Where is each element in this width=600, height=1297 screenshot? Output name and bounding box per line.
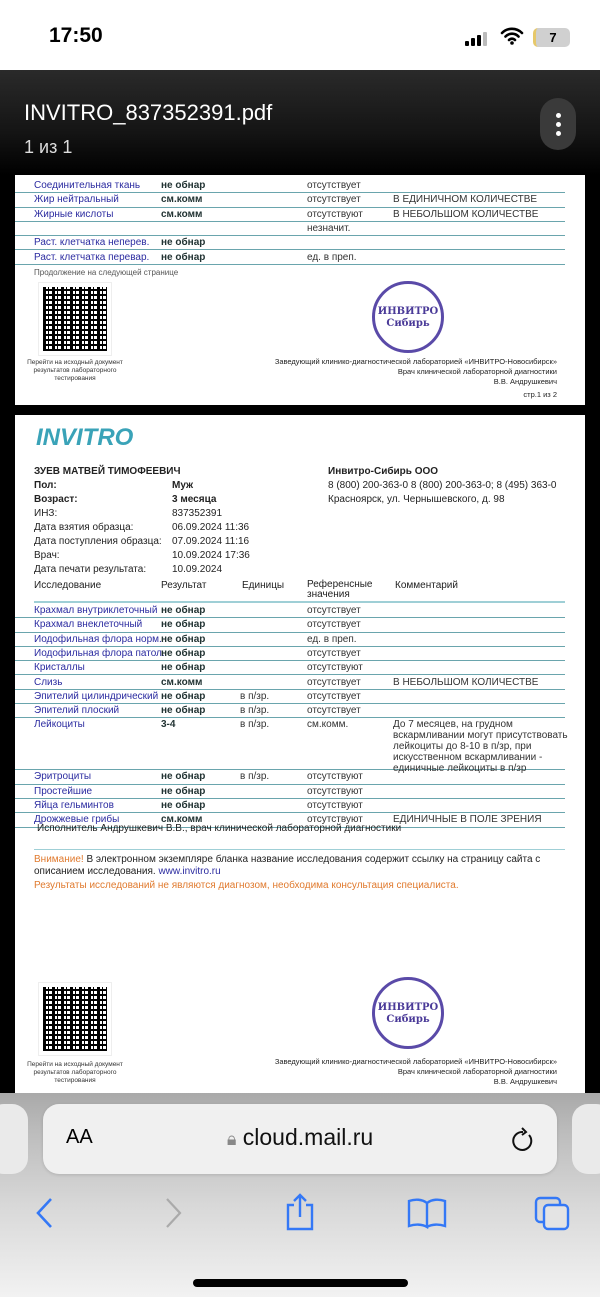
table-row xyxy=(15,236,565,250)
patient-field-value: 837352391 xyxy=(172,508,223,519)
header-reference: Референсные значения xyxy=(307,579,373,600)
reference: незначит. xyxy=(307,222,351,234)
executor: Исполнитель Андрушкевич В.В., врач клинической лабораторной диагностики xyxy=(37,823,402,834)
reference: отсутствует xyxy=(307,647,361,659)
result: не обнар xyxy=(161,180,206,191)
patient-field-label: ИНЗ: xyxy=(34,508,58,519)
patient-field-label: Возраст: xyxy=(34,494,78,505)
patient-field-value: 06.09.2024 11:36 xyxy=(172,522,250,533)
reference: отсутствует xyxy=(307,690,361,702)
patient-name: ЗУЕВ МАТВЕЙ ТИМОФЕЕВИЧ xyxy=(34,466,181,477)
result: не обнар xyxy=(161,785,206,797)
patient-field-value: Муж xyxy=(172,480,194,491)
table-row xyxy=(15,770,565,784)
warning-note xyxy=(34,854,569,878)
tabs-icon[interactable] xyxy=(534,1196,572,1232)
reference: отсутствуют xyxy=(307,771,363,783)
table-row xyxy=(15,718,568,775)
table-row xyxy=(15,222,565,236)
test-name[interactable]: Эпителий цилиндрический xyxy=(34,690,159,702)
forward-icon[interactable] xyxy=(164,1196,184,1230)
test-name[interactable]: Лейкоциты xyxy=(34,719,85,731)
table-row xyxy=(15,179,565,193)
table-row xyxy=(15,690,565,704)
page-number: стр.1 из 2 xyxy=(523,390,557,399)
signature-line: Заведующий клинико-диагностической лабораторией «ИНВИТРО-Новосибирск» xyxy=(274,357,557,366)
status-bar xyxy=(0,0,600,70)
browser-toolbar xyxy=(0,1093,600,1297)
table-row xyxy=(15,618,565,632)
comment: В ЕДИНИЧНОМ КОЛИЧЕСТВЕ xyxy=(393,194,538,206)
signature-line: Заведующий клинико-диагностической лабораторией «ИНВИТРО-Новосибирск» xyxy=(274,1057,557,1066)
header-test: Исследование xyxy=(34,580,102,591)
reference: отсутствуют xyxy=(307,814,363,826)
result: не обнар xyxy=(161,771,206,783)
reference: отсутствуют xyxy=(307,800,363,811)
qr-caption: Перейти на исходный документ результатов лабораторного тестирования xyxy=(27,1061,123,1084)
reference: отсутствуют xyxy=(307,785,363,797)
test-name[interactable]: Кристаллы xyxy=(34,662,85,674)
reference: см.комм. xyxy=(307,719,349,731)
comment: ЕДИНИЧНЫЕ В ПОЛЕ ЗРЕНИЯ xyxy=(393,814,542,826)
address-bar[interactable] xyxy=(43,1104,557,1174)
divider xyxy=(34,849,565,850)
table-row xyxy=(15,633,565,647)
result: не обнар xyxy=(161,633,206,645)
lab-name: Инвитро-Сибирь ООО xyxy=(328,466,439,477)
domain-text: cloud.mail.ru xyxy=(242,1124,374,1150)
continuation-note: Продолжение на следующей странице xyxy=(34,268,179,277)
patient-field-value: 3 месяца xyxy=(172,494,217,505)
wifi-icon xyxy=(500,27,524,45)
bookmarks-icon[interactable] xyxy=(406,1197,448,1229)
reference: отсутствует xyxy=(307,180,361,191)
file-title: INVITRO_837352391.pdf xyxy=(24,100,273,125)
test-name[interactable]: Раст. клетчатка неперев. xyxy=(34,237,150,249)
result: см.комм xyxy=(161,194,203,206)
result: см.комм xyxy=(161,676,203,688)
units: в п/зр. xyxy=(240,705,270,717)
comment: В НЕБОЛЬШОМ КОЛИЧЕСТВЕ xyxy=(393,208,539,220)
reference: отсутствуют xyxy=(307,662,363,674)
reference: отсутствует xyxy=(307,194,361,206)
warning-label: Внимание! xyxy=(34,854,84,865)
result: не обнар xyxy=(161,800,206,811)
lab-address: Красноярск, ул. Чернышевского, д. 98 xyxy=(328,494,505,505)
test-name[interactable]: Слизь xyxy=(34,676,63,688)
share-icon[interactable] xyxy=(284,1191,316,1231)
test-name[interactable]: Соединительная ткань xyxy=(34,180,141,191)
divider xyxy=(34,601,565,603)
test-name[interactable]: Иодофильная флора патол. xyxy=(34,647,165,659)
units: в п/зр. xyxy=(240,771,270,783)
page-indicator: 1 из 1 xyxy=(24,137,73,157)
signature-line: Врач клинической лабораторной диагностики xyxy=(397,367,557,376)
result: не обнар xyxy=(161,605,206,616)
reference: отсутствует xyxy=(307,705,361,717)
qr-caption: Перейти на исходный документ результатов лабораторного тестирования xyxy=(27,359,123,382)
units: в п/зр. xyxy=(240,690,270,702)
qr-code xyxy=(39,983,111,1055)
pdf-page-1 xyxy=(15,175,585,405)
table-row xyxy=(15,676,565,690)
test-name[interactable]: Жирные кислоты xyxy=(34,208,114,220)
signal-icon xyxy=(465,32,487,46)
invitro-link[interactable]: www.invitro.ru xyxy=(158,866,221,877)
table-row xyxy=(15,251,565,265)
test-name[interactable]: Раст. клетчатка перевар. xyxy=(34,251,150,263)
stamp: ИНВИТРО Сибирь xyxy=(372,281,444,353)
test-name[interactable]: Эритроциты xyxy=(34,771,92,783)
reload-icon[interactable] xyxy=(510,1126,536,1154)
battery-indicator: 7 xyxy=(533,28,570,47)
table-row xyxy=(15,193,565,207)
test-name[interactable]: Жир нейтральный xyxy=(34,194,119,206)
result: не обнар xyxy=(161,251,206,263)
patient-field-value: 10.09.2024 xyxy=(172,564,223,575)
patient-field-label: Дата взятия образца: xyxy=(34,522,134,533)
reference: отсутствует xyxy=(307,619,361,631)
result: не обнар xyxy=(161,647,206,659)
result: не обнар xyxy=(161,619,206,631)
url-domain[interactable] xyxy=(43,1124,557,1151)
stamp: ИНВИТРО Сибирь xyxy=(372,977,444,1049)
test-name[interactable]: Крахмал внутриклеточный xyxy=(34,605,158,616)
units: в п/зр. xyxy=(240,719,270,731)
patient-field-label: Дата печати результата: xyxy=(34,564,147,575)
patient-field-label: Пол: xyxy=(34,480,57,491)
signature-block xyxy=(275,357,557,387)
invitro-logo: INVITRO xyxy=(36,424,134,451)
table-row xyxy=(15,704,565,718)
home-indicator[interactable] xyxy=(193,1279,408,1287)
prev-tab-peek[interactable] xyxy=(0,1104,28,1174)
table-row xyxy=(15,604,565,618)
test-name[interactable]: Иодофильная флора норм. xyxy=(34,633,162,645)
qr-code xyxy=(39,283,111,355)
table-row xyxy=(15,661,565,675)
reference: отсутствует xyxy=(307,676,361,688)
signature-line: В.В. Андрушкевич xyxy=(493,377,557,386)
reference: ед. в преп. xyxy=(307,251,357,263)
test-name[interactable]: Дрожжевые грибы xyxy=(34,814,120,826)
result: не обнар xyxy=(161,237,206,249)
reference: отсутствуют xyxy=(307,208,363,220)
table-row xyxy=(15,785,565,799)
reference: отсутствует xyxy=(307,605,361,616)
pdf-page-2 xyxy=(15,415,585,1093)
test-name[interactable]: Крахмал внеклеточный xyxy=(34,619,143,631)
reader-settings-button[interactable]: AA xyxy=(66,1126,93,1148)
result: не обнар xyxy=(161,662,206,674)
result: 3-4 xyxy=(161,719,176,731)
result: не обнар xyxy=(161,705,206,717)
table-row xyxy=(15,647,565,661)
test-name[interactable]: Простейшие xyxy=(34,785,93,797)
clock: 17:50 xyxy=(49,24,103,47)
table-row xyxy=(15,799,565,813)
lock-icon: 🔒︎ xyxy=(226,1129,237,1149)
signature-line: Врач клинической лабораторной диагностики xyxy=(397,1067,557,1076)
patient-field-value: 07.09.2024 11:16 xyxy=(172,536,250,547)
back-icon[interactable] xyxy=(34,1196,54,1230)
more-options-button[interactable] xyxy=(540,98,576,150)
signature-line: В.В. Андрушкевич xyxy=(493,1077,557,1086)
disclaimer: Результаты исследований не являются диагнозом, необходима консультация специалиста. xyxy=(34,880,459,891)
header-result: Результат xyxy=(161,580,207,591)
warning-text: В электронном экземпляре бланка название исследования содержит ссылку на страницу сайта с описанием исследования. xyxy=(34,854,541,877)
header-comment: Комментарий xyxy=(395,580,458,591)
test-name[interactable]: Яйца гельминтов xyxy=(34,800,114,811)
result: см.комм xyxy=(161,814,203,826)
table-row xyxy=(15,208,565,222)
next-tab-peek[interactable] xyxy=(572,1104,600,1174)
result: не обнар xyxy=(161,690,206,702)
comment: В НЕБОЛЬШОМ КОЛИЧЕСТВЕ xyxy=(393,676,539,688)
comment: До 7 месяцев, на грудном вскармливании могут присутствовать лейкоциты до 8-10 в п/зр, при искусственном вскармливании - единичные лейкоциты в п/зр xyxy=(393,719,568,775)
patient-field-value: 10.09.2024 17:36 xyxy=(172,550,250,561)
header-units: Единицы xyxy=(242,580,285,591)
reference: ед. в преп. xyxy=(307,633,357,645)
result: см.комм xyxy=(161,208,203,220)
patient-field-label: Врач: xyxy=(34,550,60,561)
patient-field-label: Дата поступления образца: xyxy=(34,536,162,547)
lab-phones: 8 (800) 200-363-0 8 (800) 200-363-0; 8 (495) 363-0 xyxy=(328,480,557,491)
test-name[interactable]: Эпителий плоский xyxy=(34,705,120,717)
signature-block xyxy=(275,1057,557,1087)
